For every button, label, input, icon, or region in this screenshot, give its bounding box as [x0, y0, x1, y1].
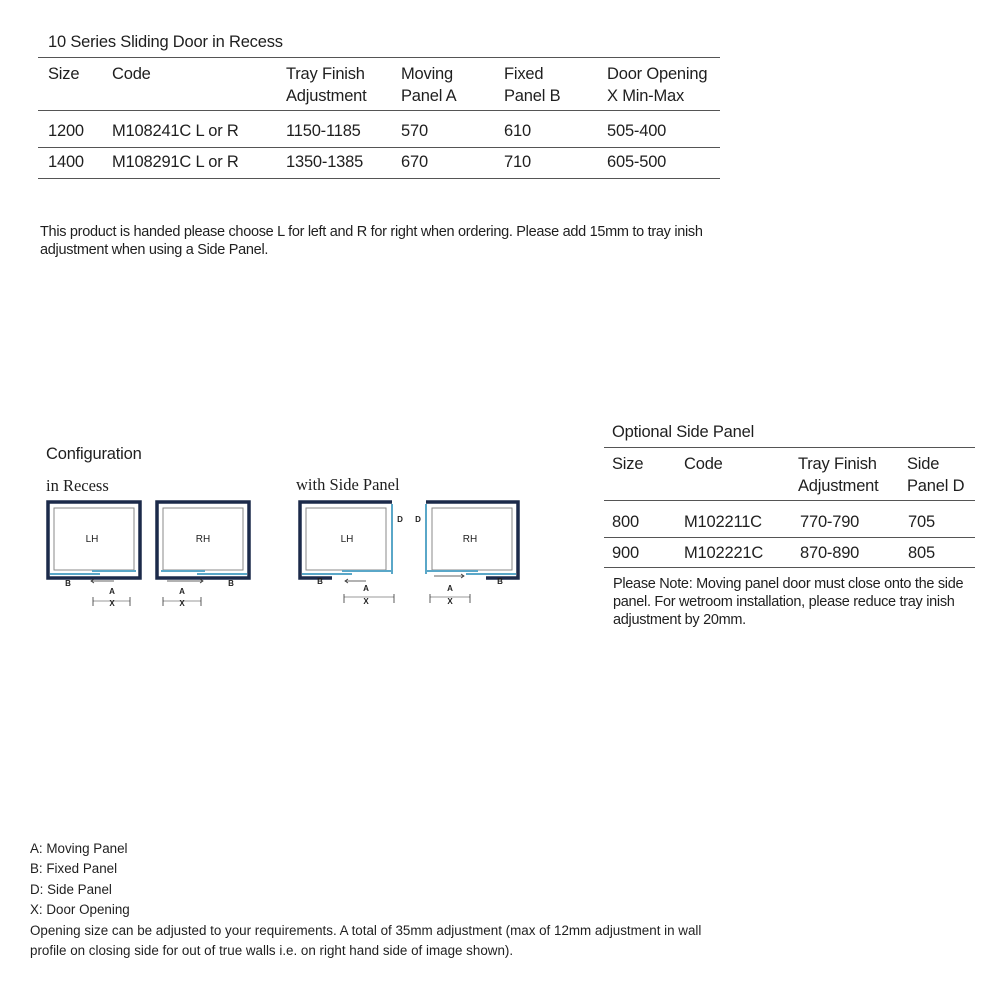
side-header-code: Code — [684, 455, 723, 473]
x-label: X — [363, 597, 369, 606]
a-label: A — [109, 587, 115, 596]
side-cell-tray: 770-790 — [800, 513, 860, 531]
with-side-panel-label: with Side Panel — [296, 475, 400, 494]
lh-label: LH — [85, 534, 99, 545]
diagram-lh-recess — [44, 498, 144, 610]
a-label: A — [447, 584, 453, 593]
a-label: A — [363, 584, 369, 593]
table-rule — [604, 500, 975, 501]
table-rule — [38, 178, 720, 179]
cell-size: 1200 — [48, 122, 84, 140]
cell-size: 1400 — [48, 153, 84, 171]
cell-code: M108241C L or R — [112, 122, 239, 140]
side-panel-note: Please Note: Moving panel door must close onto the side panel. For wetroom installation, please reduce tray inish adjustment by 20mm. — [613, 576, 964, 628]
lh-label: LH — [340, 534, 354, 545]
legend — [30, 839, 701, 961]
d-label: D — [397, 515, 403, 524]
legend-item: D: Side Panel — [30, 881, 112, 897]
main-table-title: 10 Series Sliding Door in Recess — [48, 33, 283, 51]
cell-moving: 570 — [401, 122, 428, 140]
table-rule — [604, 567, 975, 568]
configuration-title: Configuration — [46, 445, 142, 463]
d-label: D — [415, 515, 421, 524]
side-cell-panel-d: 705 — [908, 513, 935, 531]
legend-item: A: Moving Panel — [30, 841, 128, 856]
cell-tray: 1350-1385 — [286, 153, 364, 171]
rh-label: RH — [462, 534, 478, 545]
side-cell-code: M102221C — [684, 544, 764, 562]
side-cell-tray: 870-890 — [800, 544, 860, 562]
legend-item: X: Door Opening — [30, 902, 130, 918]
b-label: B — [497, 577, 503, 586]
side-header-tray-finish: Tray Finish Adjustment — [798, 455, 879, 495]
cell-moving: 670 — [401, 153, 428, 171]
table-rule — [38, 147, 720, 148]
side-cell-size: 900 — [612, 544, 639, 562]
diagram-rh-recess — [153, 498, 253, 610]
cell-opening: 505-400 — [607, 122, 667, 140]
table-rule — [604, 447, 975, 448]
in-recess-label: in Recess — [46, 476, 109, 495]
cell-fixed: 610 — [504, 122, 531, 140]
b-label: B — [317, 577, 323, 586]
legend-item: B: Fixed Panel — [30, 861, 118, 877]
side-cell-size: 800 — [612, 513, 639, 531]
side-header-size: Size — [612, 455, 644, 473]
cell-fixed: 710 — [504, 153, 531, 171]
cell-opening: 605-500 — [607, 153, 667, 171]
cell-tray: 1150-1185 — [286, 122, 361, 140]
cell-code: M108291C L or R — [112, 153, 239, 171]
side-cell-panel-d: 805 — [908, 544, 935, 562]
header-door-opening: Door Opening X Min-Max — [607, 65, 708, 105]
rh-label: RH — [195, 534, 211, 545]
side-cell-code: M102211C — [684, 513, 762, 531]
table-rule — [604, 537, 975, 538]
legend-note: profile on closing side for out of true walls i.e. on right hand side of image shown). — [30, 943, 514, 959]
x-label: X — [109, 599, 115, 608]
side-panel-title: Optional Side Panel — [612, 423, 755, 441]
header-fixed-panel: Fixed Panel B — [504, 65, 561, 105]
b-label: B — [65, 579, 71, 588]
diagram-rh-side-panel — [408, 498, 526, 610]
header-size: Size — [48, 65, 80, 83]
x-label: X — [447, 597, 453, 606]
x-label: X — [179, 599, 185, 608]
legend-note: Opening size can be adjusted to your requirements. A total of 35mm adjustment (max of 12mm adjustment in wall — [30, 922, 702, 938]
header-moving-panel: Moving Panel A — [401, 65, 457, 105]
table-rule — [38, 57, 720, 58]
side-header-panel-d: Side Panel D — [907, 455, 965, 495]
handed-note: This product is handed please choose L for left and R for right when ordering. Please add 15mm to tray inish adjustment when using a Side Panel. — [40, 224, 703, 258]
b-label: B — [228, 579, 234, 588]
header-code: Code — [112, 65, 151, 83]
a-label: A — [179, 587, 185, 596]
header-tray-finish: Tray Finish Adjustment — [286, 65, 367, 105]
table-rule — [38, 110, 720, 111]
